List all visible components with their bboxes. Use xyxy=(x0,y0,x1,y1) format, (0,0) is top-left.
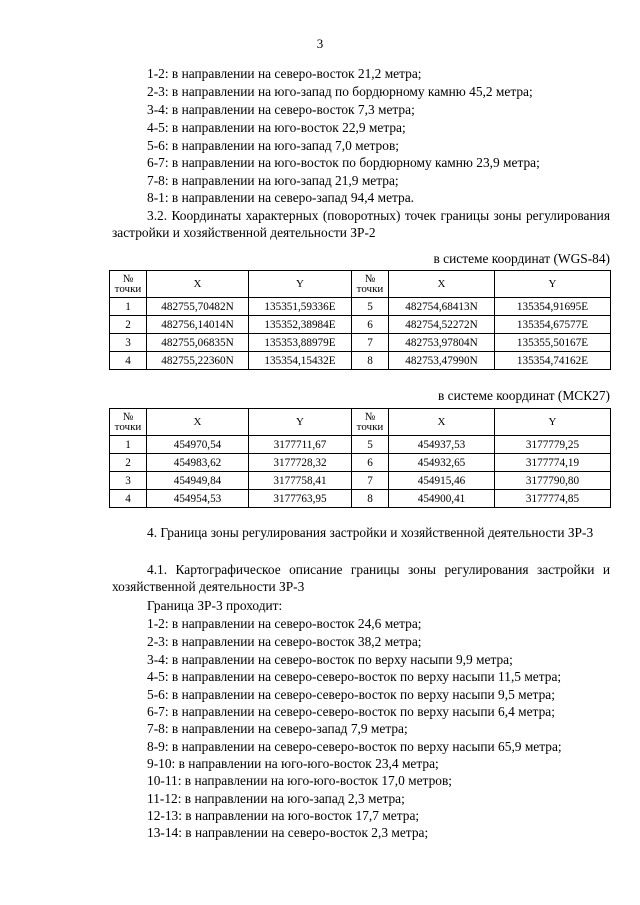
table-header-row xyxy=(110,271,611,298)
cell-point-number: 4 xyxy=(110,490,147,508)
table-row xyxy=(110,298,611,316)
zr2-line: 7-8: в направлении на юго-запад 21,9 метра; xyxy=(147,173,399,188)
cell-x: 482755,06835N xyxy=(147,334,249,352)
cell-x: 454954,53 xyxy=(147,490,249,508)
cell-point-number: 6 xyxy=(352,316,389,334)
cell-x: 482753,47990N xyxy=(389,352,495,370)
cell-y: 3177728,32 xyxy=(249,454,352,472)
cell-point-number: 2 xyxy=(110,316,147,334)
cell-y: 135352,38984E xyxy=(249,316,352,334)
zr2-line: 8-1: в направлении на северо-запад 94,4 метра. xyxy=(147,190,415,205)
table-row xyxy=(110,490,611,508)
header-x: X xyxy=(389,271,495,298)
zr2-line: 5-6: в направлении на юго-запад 7,0 метров; xyxy=(147,138,399,153)
zr3-line: 2-3: в направлении на северо-восток 38,2 метра; xyxy=(147,634,422,649)
cell-x: 482754,52272N xyxy=(389,316,495,334)
zr3-line: 13-14: в направлении на северо-восток 2,3 метра; xyxy=(147,825,429,840)
cell-y: 135355,50167E xyxy=(495,334,611,352)
table-row xyxy=(110,454,611,472)
zr3-line: 7-8: в направлении на северо-запад 7,9 метра; xyxy=(147,721,408,736)
cell-y: 135354,74162E xyxy=(495,352,611,370)
cell-point-number: 2 xyxy=(110,454,147,472)
cell-y: 3177711,67 xyxy=(249,436,352,454)
cell-x: 454915,46 xyxy=(389,472,495,490)
zr3-line: 11-12: в направлении на юго-запад 2,3 метра; xyxy=(147,791,405,806)
header-x: X xyxy=(147,271,249,298)
cell-point-number: 8 xyxy=(352,352,389,370)
page-number: 3 xyxy=(316,36,324,51)
table-row xyxy=(110,472,611,490)
zr3-line: 12-13: в направлении на юго-восток 17,7 метра; xyxy=(147,808,420,823)
cell-x: 482753,97804N xyxy=(389,334,495,352)
zr2-line: 6-7: в направлении на юго-восток по бордюрному камню 23,9 метра; xyxy=(147,155,540,170)
cell-point-number: 6 xyxy=(352,454,389,472)
cell-x: 482755,22360N xyxy=(147,352,249,370)
zr2-line: 2-3: в направлении на юго-запад по бордюрному камню 45,2 метра; xyxy=(147,84,533,99)
zr3-line: 4-5: в направлении на северо-северо-восток по верху насыпи 11,5 метра; xyxy=(147,669,562,684)
table-row xyxy=(110,334,611,352)
cell-point-number: 5 xyxy=(352,436,389,454)
cell-y: 3177774,85 xyxy=(495,490,611,508)
cell-point-number: 4 xyxy=(110,352,147,370)
table-row xyxy=(110,352,611,370)
cell-x: 482755,70482N xyxy=(147,298,249,316)
header-y: Y xyxy=(249,409,352,436)
header-point-number: № точки xyxy=(352,409,389,436)
cell-x: 454937,53 xyxy=(389,436,495,454)
cell-y: 135354,67577E xyxy=(495,316,611,334)
header-point-number: № точки xyxy=(352,271,389,298)
zr3-line: 6-7: в направлении на северо-северо-восток по верху насыпи 6,4 метра; xyxy=(147,704,555,719)
cell-y: 3177779,25 xyxy=(495,436,611,454)
header-y: Y xyxy=(249,271,352,298)
zr2-line: 4-5: в направлении на юго-восток 22,9 метра; xyxy=(147,120,406,135)
cell-point-number: 5 xyxy=(352,298,389,316)
cell-point-number: 1 xyxy=(110,298,147,316)
cell-x: 482756,14014N xyxy=(147,316,249,334)
zr3-line: 3-4: в направлении на северо-восток по верху насыпи 9,9 метра; xyxy=(147,652,513,667)
zr2-line: 3-4: в направлении на северо-восток 7,3 метра; xyxy=(147,102,415,117)
cell-y: 135354,91695E xyxy=(495,298,611,316)
zr3-line: 9-10: в направлении на юго-юго-восток 23,4 метра; xyxy=(147,756,439,771)
cell-y: 3177774,19 xyxy=(495,454,611,472)
cell-y: 135351,59336E xyxy=(249,298,352,316)
cell-point-number: 3 xyxy=(110,334,147,352)
cell-y: 135353,88979E xyxy=(249,334,352,352)
cell-x: 454900,41 xyxy=(389,490,495,508)
header-point-number: № точки xyxy=(110,409,147,436)
cell-point-number: 7 xyxy=(352,334,389,352)
zr3-line: 8-9: в направлении на северо-северо-восток по верху насыпи 65,9 метра; xyxy=(147,739,562,754)
table-header-row xyxy=(110,409,611,436)
cell-point-number: 8 xyxy=(352,490,389,508)
table-row xyxy=(110,436,611,454)
zr2-line: 1-2: в направлении на северо-восток 21,2 метра; xyxy=(147,66,422,81)
section-heading-4-1: 4.1. Картографическое описание границы зоны регулирования застройки и хозяйственной деятельности ЗР-3 xyxy=(112,562,610,594)
cell-x: 454932,65 xyxy=(389,454,495,472)
table-caption-wgs84: в системе координат (WGS-84) xyxy=(433,251,610,266)
cell-y: 3177763,95 xyxy=(249,490,352,508)
coordinates-table-msk27 xyxy=(109,408,611,508)
cell-x: 454949,84 xyxy=(147,472,249,490)
section-heading-4: 4. Граница зоны регулирования застройки и хозяйственной деятельности ЗР-3 xyxy=(147,525,594,540)
cell-x: 482754,68413N xyxy=(389,298,495,316)
cell-point-number: 3 xyxy=(110,472,147,490)
header-x: X xyxy=(147,409,249,436)
header-x: X xyxy=(389,409,495,436)
header-y: Y xyxy=(495,271,611,298)
zr3-line: 10-11: в направлении на юго-юго-восток 17,0 метров; xyxy=(147,773,453,788)
table-row xyxy=(110,316,611,334)
zr3-intro: Граница ЗР-3 проходит: xyxy=(147,598,283,613)
cell-y: 3177790,80 xyxy=(495,472,611,490)
section-heading-3-2: 3.2. Координаты характерных (поворотных) точек границы зоны регулирования застройки и хозяйственной деятельности ЗР-2 xyxy=(112,208,610,240)
header-y: Y xyxy=(495,409,611,436)
cell-y: 135354,15432E xyxy=(249,352,352,370)
cell-y: 3177758,41 xyxy=(249,472,352,490)
coordinates-table-wgs84 xyxy=(109,270,611,370)
header-point-number: № точки xyxy=(110,271,147,298)
cell-x: 454983,62 xyxy=(147,454,249,472)
cell-point-number: 1 xyxy=(110,436,147,454)
zr3-line: 5-6: в направлении на северо-северо-восток по верху насыпи 9,5 метра; xyxy=(147,687,555,702)
zr3-line: 1-2: в направлении на северо-восток 24,6 метра; xyxy=(147,616,422,631)
cell-point-number: 7 xyxy=(352,472,389,490)
cell-x: 454970,54 xyxy=(147,436,249,454)
table-caption-msk27: в системе координат (МСК27) xyxy=(437,388,610,403)
